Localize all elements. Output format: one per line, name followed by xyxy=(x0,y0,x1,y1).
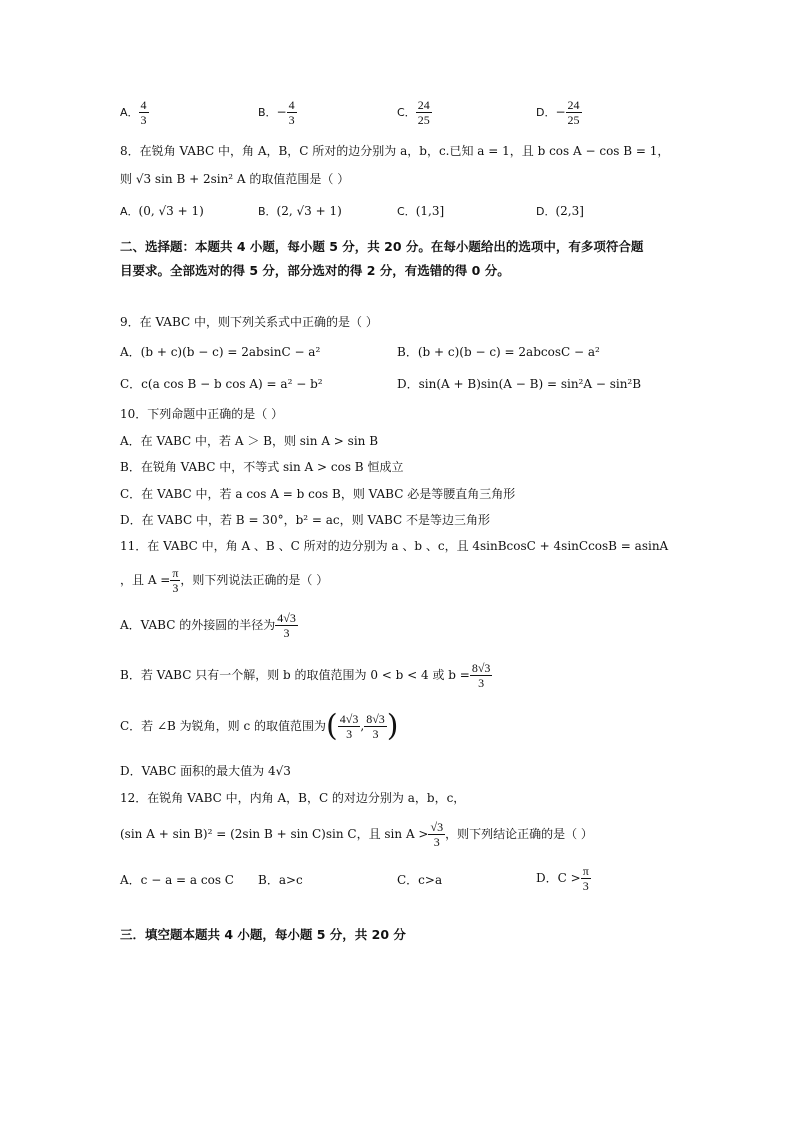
q9-stem: 9．在 VABC 中，则下列关系式中正确的是（ ） xyxy=(120,315,378,329)
q10-option-b: B．在锐角 VABC 中，不等式 sin A > cos B 恒成立 xyxy=(120,460,404,474)
q7-option-d xyxy=(536,98,582,127)
denominator: 3 xyxy=(372,727,379,741)
fraction xyxy=(581,864,591,893)
numerator: 4 xyxy=(140,98,147,112)
q12-stem-line2 xyxy=(120,818,593,850)
option-text: (2, √3 + 1) xyxy=(276,204,342,218)
numerator: 8√3 xyxy=(366,712,385,726)
comma: , xyxy=(360,719,365,733)
numerator: 4 xyxy=(288,98,295,112)
text: (sin A + sin B)² = (2sin B + sin C)sin C，且 sin A > xyxy=(120,827,429,841)
q10-option-a: A．在 VABC 中，若 A ＞ B，则 sin A > sin B xyxy=(120,434,379,448)
text: C．若 ∠B 为锐角，则 c 的取值范围为 xyxy=(120,719,327,733)
paren-close: ) xyxy=(386,708,399,744)
option-sign: − xyxy=(276,105,287,119)
text: ，则下列结论正确的是（ ） xyxy=(445,827,593,841)
numerator: 24 xyxy=(567,98,580,112)
q11-stem-line2 xyxy=(120,565,328,595)
denominator: 25 xyxy=(417,113,430,127)
q11-option-d: D．VABC 面积的最大值为 4√3 xyxy=(120,764,291,778)
q9-option-a: A．(b + c)(b − c) = 2absinC − a² xyxy=(120,345,321,359)
q12-option-d xyxy=(536,864,591,893)
denominator: 3 xyxy=(433,835,440,849)
option-label: B． xyxy=(258,106,277,119)
numerator: 4√3 xyxy=(277,611,296,625)
q11-option-c xyxy=(120,708,399,745)
q11-option-b xyxy=(120,658,492,692)
q10-option-d: D．在 VABC 中，若 B = 30°，b² = ac，则 VABC 不是等边三角形 xyxy=(120,513,490,527)
text: ，则下列说法正确的是（ ） xyxy=(180,573,329,587)
option-text: (1,3] xyxy=(415,204,445,218)
q7-option-a xyxy=(120,98,149,127)
q8-option-a xyxy=(120,203,204,219)
denominator: 3 xyxy=(172,581,179,595)
denominator: 3 xyxy=(582,879,589,893)
q8-option-c xyxy=(397,203,444,219)
denominator: 3 xyxy=(288,113,295,127)
q8-option-b xyxy=(258,203,342,219)
denominator: 3 xyxy=(346,727,353,741)
q9-option-c: C．c(a cos B − b cos A) = a² − b² xyxy=(120,377,323,391)
section3-heading: 三．填空题本题共 4 小题，每小题 5 分，共 20 分 xyxy=(120,927,406,942)
numerator: 24 xyxy=(417,98,430,112)
fraction xyxy=(275,611,298,640)
q12-option-a: A．c − a = a cos C xyxy=(120,873,234,887)
option-label: D． xyxy=(536,106,556,119)
option-label: C． xyxy=(397,106,416,119)
q10-stem: 10．下列命题中正确的是（ ） xyxy=(120,407,284,421)
q7-option-c xyxy=(397,98,432,127)
option-text: (2,3] xyxy=(555,204,584,218)
q11-stem-line1: 11．在 VABC 中，角 A 、B 、C 所对的边分别为 a 、b 、c，且 4sinBcosC + 4sinCcosB = asinA xyxy=(120,539,669,553)
option-label: D． xyxy=(536,205,556,218)
option-sign: − xyxy=(555,105,566,119)
q12-option-c: C．c>a xyxy=(397,873,443,887)
fraction xyxy=(364,712,387,741)
paren-open: ( xyxy=(326,708,338,744)
numerator: 4√3 xyxy=(339,712,359,726)
fraction xyxy=(566,98,582,127)
fraction xyxy=(139,98,149,127)
q8-option-d xyxy=(536,203,584,219)
q9-option-b: B．(b + c)(b − c) = 2abcosC − a² xyxy=(397,345,600,359)
denominator: 3 xyxy=(283,626,290,640)
text: A．VABC 的外接圆的半径为 xyxy=(120,618,276,632)
q12-option-b: B．a>c xyxy=(258,873,303,887)
fraction xyxy=(338,712,361,741)
q10-option-c: C．在 VABC 中，若 a cos A = b cos B，则 VABC 必是等腰直角三角形 xyxy=(120,487,516,501)
section2-heading-line2: 目要求。全部选对的得 5 分，部分选对的得 2 分，有选错的得 0 分。 xyxy=(120,263,510,278)
q12-stem-line1: 12．在锐角 VABC 中，内角 A，B，C 的对边分别为 a，b，c， xyxy=(120,791,466,805)
denominator: 3 xyxy=(140,113,147,127)
fraction xyxy=(470,661,493,690)
fraction xyxy=(416,98,432,127)
option-label: C． xyxy=(397,205,416,218)
option-label: B． xyxy=(258,205,277,218)
text: D．C > xyxy=(536,871,581,885)
numerator: 8√3 xyxy=(471,661,491,675)
option-label: A． xyxy=(120,205,139,218)
fraction xyxy=(428,820,445,849)
numerator: π xyxy=(172,566,179,580)
q8-stem-line1: 8．在锐角 VABC 中，角 A，B，C 所对的边分别为 a，b，c.已知 a = 1，且 b cos A − cos B = 1， xyxy=(120,144,670,158)
denominator: 3 xyxy=(478,676,485,690)
fraction xyxy=(170,566,180,595)
numerator: √3 xyxy=(430,820,444,834)
option-text: (0, √3 + 1) xyxy=(138,204,204,218)
text: B．若 VABC 只有一个解，则 b 的取值范围为 0 < b < 4 或 b = xyxy=(120,668,470,682)
numerator: π xyxy=(582,864,589,878)
section2-heading-line1: 二、选择题：本题共 4 小题，每小题 5 分，共 20 分。在每小题给出的选项中，有多项符合题 xyxy=(120,239,644,254)
fraction xyxy=(287,98,297,127)
q11-option-a xyxy=(120,608,298,642)
q7-option-b xyxy=(258,98,297,127)
text: ，且 A = xyxy=(120,573,171,587)
q8-stem-line2: 则 √3 sin B + 2sin² A 的取值范围是（ ） xyxy=(120,172,350,186)
denominator: 25 xyxy=(567,113,580,127)
q9-option-d: D．sin(A + B)sin(A − B) = sin²A − sin²B xyxy=(397,377,642,391)
option-label: A． xyxy=(120,106,139,119)
